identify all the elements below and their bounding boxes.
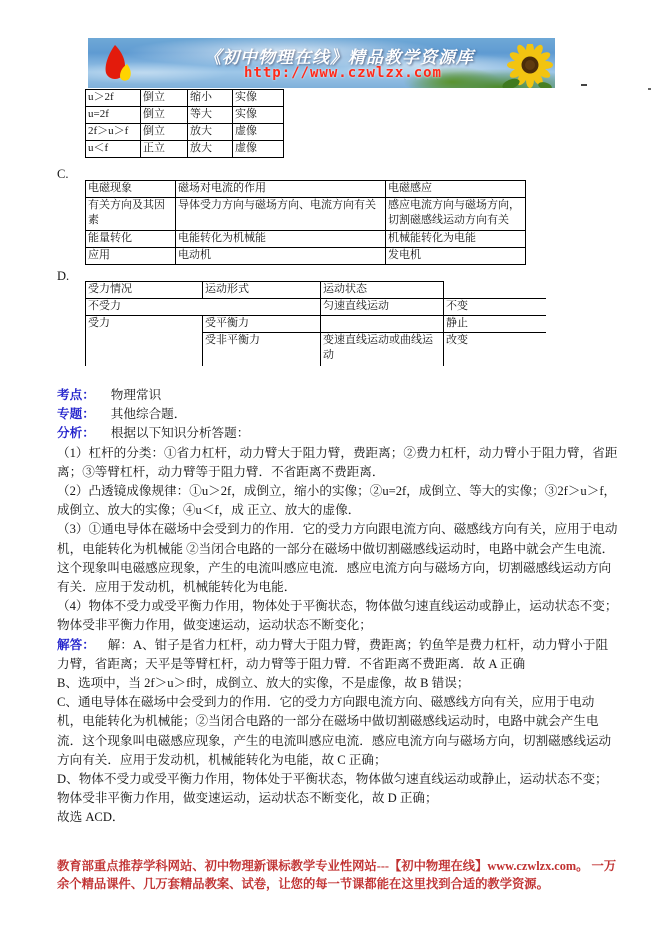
table-cell: 放大: [188, 141, 233, 158]
table-row: [86, 231, 526, 248]
table-cell: 磁场对电流的作用: [176, 181, 386, 198]
table-cell: 倒立: [141, 90, 188, 107]
stray-mark: [648, 88, 651, 90]
fenxi-row: [57, 424, 619, 443]
table-cell: u＜f: [86, 141, 141, 158]
table-cell: 正立: [141, 141, 188, 158]
table-cell: 受非平衡力: [203, 333, 321, 367]
option-d-label: D.: [57, 269, 70, 283]
force-motion-table: [85, 281, 546, 366]
table-row: [86, 198, 526, 231]
jieda-row: [57, 636, 619, 674]
stray-mark: [581, 84, 587, 86]
table-cell: 应用: [86, 248, 176, 265]
table-row: [86, 141, 284, 158]
banner-url: http://www.czwlzx.com: [243, 65, 442, 81]
table-row: [86, 181, 526, 198]
kaodian-label: 考点：: [57, 388, 95, 402]
table-cell: 运动形式: [203, 282, 321, 299]
table-cell: 机械能转化为电能: [386, 231, 526, 248]
table-cell: 有关方向及其因素: [86, 198, 176, 231]
footer-promo-text: 教育部重点推荐学科网站、初中物理新课标教学专业性网站---【初中物理在线】www.czwlzx.com。 一万余个精品课件、几万套精品教案、试卷，让您的每一节课都能在这里找到合适的教学资源。: [57, 859, 617, 891]
table-cell: 电磁现象: [86, 181, 176, 198]
table-row: [86, 90, 284, 107]
table-cell: 虚像: [233, 124, 284, 141]
zhuanti-row: [57, 405, 619, 424]
table-row: [86, 248, 526, 265]
table-cell: 受平衡力: [203, 316, 321, 333]
answer-item-c: C、通电导体在磁场中会受到力的作用．它的受力方向跟电流方向、磁感线方向有关，应用于电动机，电能转化为机械能；②当闭合电路的一部分在磁场中做切割磁感线运动时，电路中就会产生电流．这个现象叫电磁感应现象，产生的电流叫感应电流．感应电流方向与磁场方向，切割磁感线运动方向有关．应用于发动机，机械能转化为电能，故 C 正确；: [57, 695, 612, 767]
table-cell: 匀速直线运动: [321, 299, 444, 316]
table-cell: 能量转化: [86, 231, 176, 248]
qa-section: [57, 386, 619, 828]
table-cell: 运动状态: [321, 282, 444, 299]
lens-imaging-table: [85, 89, 284, 158]
table-cell: 不受力: [86, 299, 321, 316]
table-cell-empty: [321, 316, 444, 333]
table-cell-empty: [444, 282, 546, 299]
table-cell: u=2f: [86, 107, 141, 124]
table-row: [86, 316, 546, 333]
table-cell: 静止: [444, 316, 546, 333]
table-cell: 受力情况: [86, 282, 203, 299]
answer-item-d: D、物体不受力或受平衡力作用，物体处于平衡状态，物体做匀速直线运动或静止，运动状态不变；物体受非平衡力作用，做变速运动，运动状态不断变化，故 D 正确；: [57, 772, 608, 806]
table-row: [86, 299, 546, 316]
zhuanti-value: 其他综合题．: [110, 407, 187, 422]
answer-item-b: B、选项中，当 2f＞u＞f时，成倒立、放大的实像，不是虚像，故 B 错误；: [57, 676, 470, 691]
table-cell: 倒立: [141, 107, 188, 124]
table-cell: 放大: [188, 124, 233, 141]
table-cell: 发电机: [386, 248, 526, 265]
banner-title: 《初中物理在线》精品教学资源库: [204, 48, 474, 67]
table-cell: 不变: [444, 299, 546, 316]
table-cell: u＞2f: [86, 90, 141, 107]
fenxi-intro: 根据以下知识分析答题：: [110, 426, 250, 441]
analysis-item-3: （3）①通电导体在磁场中会受到力的作用．它的受力方向跟电流方向、磁感线方向有关，应用于电动机，电能转化为机械能 ②当闭合电路的一部分在磁场中做切割磁感线运动时，电路中就会产生电流．这个现象叫电磁感应现象，产生的电流叫感应电流．感应电流方向与磁场方向，切割磁感线运动方向有关．应用于发动机，机械能转化为电能．: [57, 522, 618, 595]
jieda-label: 解答：: [57, 637, 95, 652]
table-cell: 等大: [188, 107, 233, 124]
table-row: [86, 282, 546, 299]
electromagnetism-table: [85, 180, 526, 265]
table-cell: 实像: [233, 107, 284, 124]
table-cell: 变速直线运动或曲线运动: [321, 333, 444, 367]
site-banner: [88, 38, 555, 88]
kaodian-row: [57, 386, 619, 405]
kaodian-value: 物理常识: [110, 388, 162, 402]
table-cell: 电磁感应: [386, 181, 526, 198]
table-cell: 导体受力方向与磁场方向、电流方向有关: [176, 198, 386, 231]
table-cell: 缩小: [188, 90, 233, 107]
table-cell: 2f＞u＞f: [86, 124, 141, 141]
table-cell: 感应电流方向与磁场方向，切割磁感线运动方向有关: [386, 198, 526, 231]
table-cell: 电能转化为机械能: [176, 231, 386, 248]
table-cell: 电动机: [176, 248, 386, 265]
answer-final: 故选 ACD．: [57, 810, 125, 825]
table-cell: 虚像: [233, 141, 284, 158]
jieda-text: 解：A、钳子是省力杠杆，动力臂大于阻力臂，费距离；钓鱼竿是费力杠杆，动力臂小于阻力臂，省距离；天平是等臂杠杆，动力臂等于阻力臂．不省距离不费距离．故 A 正确: [57, 637, 609, 671]
table-row: [86, 124, 284, 141]
table-row: [86, 107, 284, 124]
table-cell: 受力: [86, 316, 203, 367]
option-c-label: C.: [57, 167, 69, 181]
zhuanti-label: 专题：: [57, 407, 95, 422]
table-cell: 倒立: [141, 124, 188, 141]
analysis-item-2: （2）凸透镜成像规律：①u＞2f，成倒立，缩小的实像；②u=2f，成倒立、等大的实像；③2f＞u＞f，成倒立、放大的实像；④u＜f，成 正立、放大的虚像．: [57, 484, 617, 518]
analysis-item-1: （1）杠杆的分类：①省力杠杆，动力臂大于阻力臂，费距离；②费力杠杆，动力臂小于阻力臂，省距离；③等臂杠杆，动力臂等于阻力臂．不省距离不费距离．: [57, 445, 618, 479]
site-logo-icon: [100, 43, 136, 88]
analysis-item-4: （4）物体不受力或受平衡力作用，物体处于平衡状态，物体做匀速直线运动或静止，运动状态不变；物体受非平衡力作用，做变速运动，运动状态不断变化；: [57, 599, 618, 633]
sunflower-icon: [501, 44, 553, 88]
table-cell: 改变: [444, 333, 546, 367]
table-cell: 实像: [233, 90, 284, 107]
fenxi-label: 分析：: [57, 426, 95, 441]
